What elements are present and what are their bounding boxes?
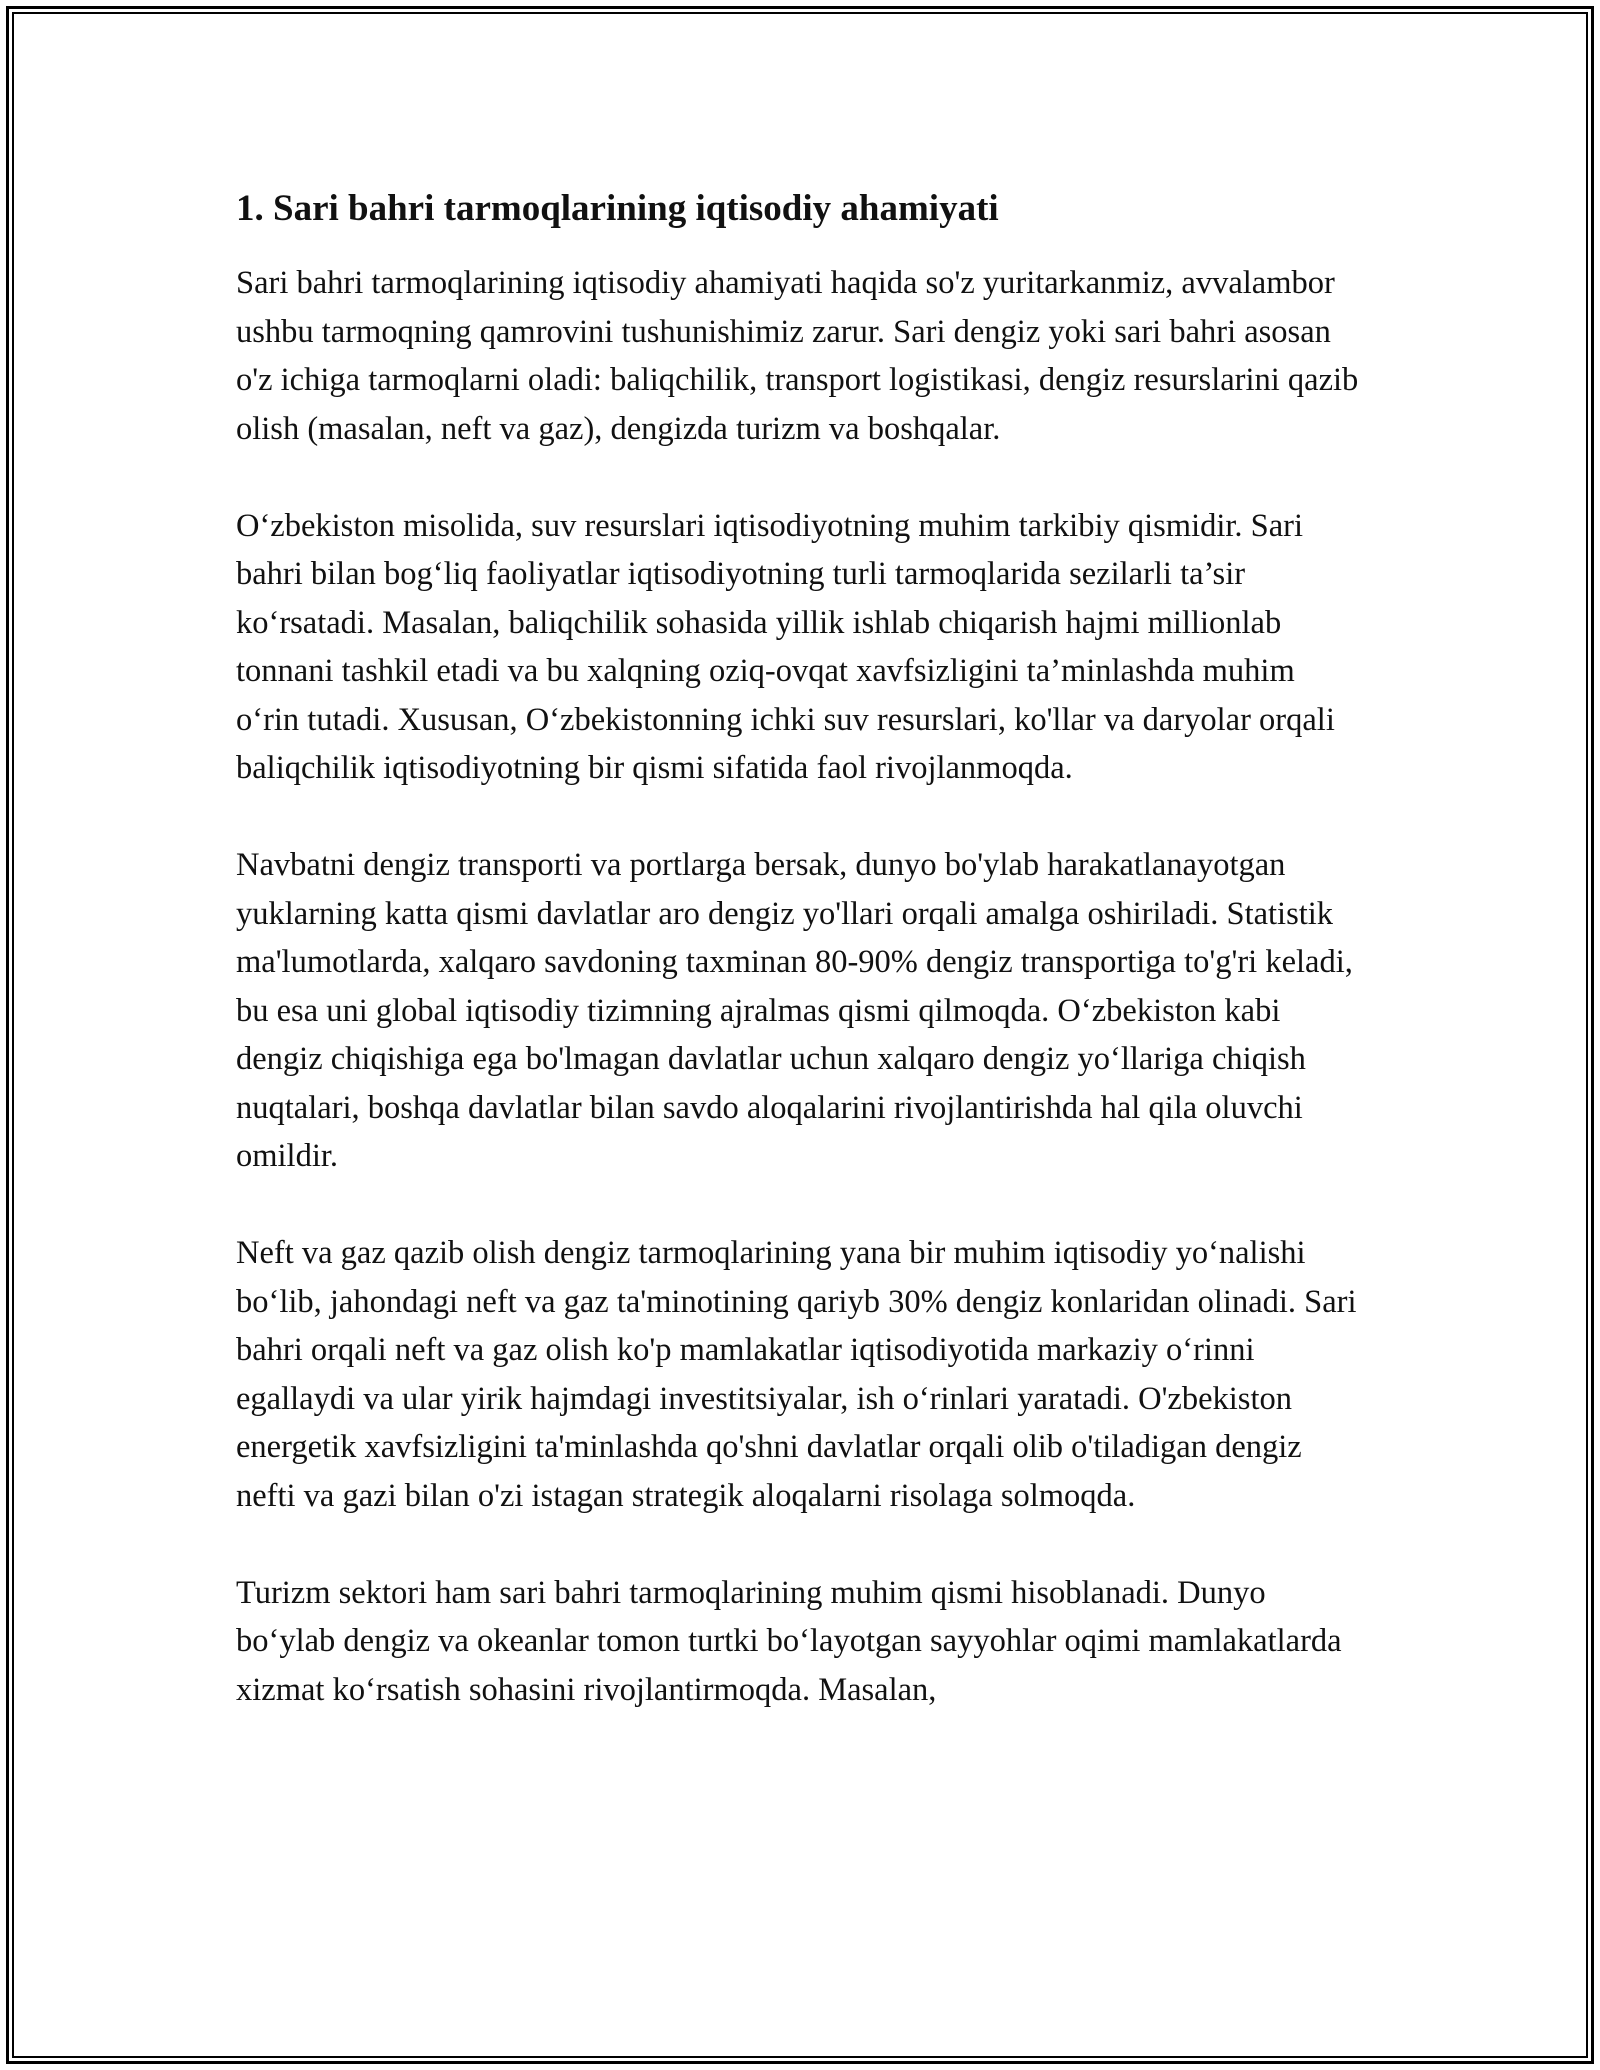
- paragraph-3: Navbatni dengiz transporti va portlarga bersak, dunyo bo'ylab harakatlanayotgan yuklarning katta qismi davlatlar aro dengiz yo'llari orqali amalga oshiriladi. Statistik ma'lumotlarda, xalqaro savdoning taxminan 80-90% dengiz transportiga to'g'ri keladi, bu esa uni global iqtisodiy tizimning ajralmas qismi qilmoqda. O‘zbekiston kabi dengiz chiqishiga ega bo'lmagan davlatlar uchun xalqaro dengiz yo‘llariga chiqish nuqtalari, boshqa davlatlar bilan savdo aloqalarini rivojlantirishda hal qila oluvchi omildir.: [236, 847, 1353, 1174]
- paragraph-1: Sari bahri tarmoqlarining iqtisodiy ahamiyati haqida so'z yuritarkanmiz, avvalambor ushbu tarmoqning qamrovini tushunishimiz zarur. Sari dengiz yoki sari bahri asosan o'z ichiga tarmoqlarni oladi: baliqchilik, transport logistikasi, dengiz resurslarini qazib olish (masalan, neft va gaz), dengizda turizm va boshqalar.: [236, 265, 1359, 447]
- section-heading: 1. Sari bahri tarmoqlarining iqtisodiy ahamiyati: [236, 188, 999, 229]
- paragraph-5: Turizm sektori ham sari bahri tarmoqlarining muhim qismi hisoblanadi. Dunyo bo‘ylab dengiz va okeanlar tomon turtki bo‘layotgan sayyohlar oqimi mamlakatlarda xizmat ko‘rsatish sohasini rivojlantirmoqda. Masalan,: [236, 1574, 1342, 1708]
- document-body: [236, 185, 1366, 1763]
- paragraph-4: Neft va gaz qazib olish dengiz tarmoqlarining yana bir muhim iqtisodiy yo‘nalishi bo‘lib, jahondagi neft va gaz ta'minotining qariyb 30% dengiz konlaridan olinadi. Sari bahri orqali neft va gaz olish ko'p mamlakatlar iqtisodiyotida markaziy o‘rinni egallaydi va ular yirik hajmdagi investitsiyalar, ish o‘rinlari yaratadi. O'zbekiston energetik xavfsizligini ta'minlashda qo'shni davlatlar orqali olib o'tiladigan dengiz nefti va gazi bilan o'zi istagan strategik aloqalarni risolaga solmoqda.: [236, 1235, 1357, 1514]
- paragraph-2: O‘zbekiston misolida, suv resurslari iqtisodiyotning muhim tarkibiy qismidir. Sari bahri bilan bog‘liq faoliyatlar iqtisodiyotning turli tarmoqlarida sezilarli ta’sir ko‘rsatadi. Masalan, baliqchilik sohasida yillik ishlab chiqarish hajmi millionlab tonnani tashkil etadi va bu xalqning oziq-ovqat xavfsizligini ta’minlashda muhim o‘rin tutadi. Xususan, O‘zbekistonning ichki suv resurslari, ko'llar va daryolar orqali baliqchilik iqtisodiyotning bir qismi sifatida faol rivojlanmoqda.: [236, 507, 1335, 786]
